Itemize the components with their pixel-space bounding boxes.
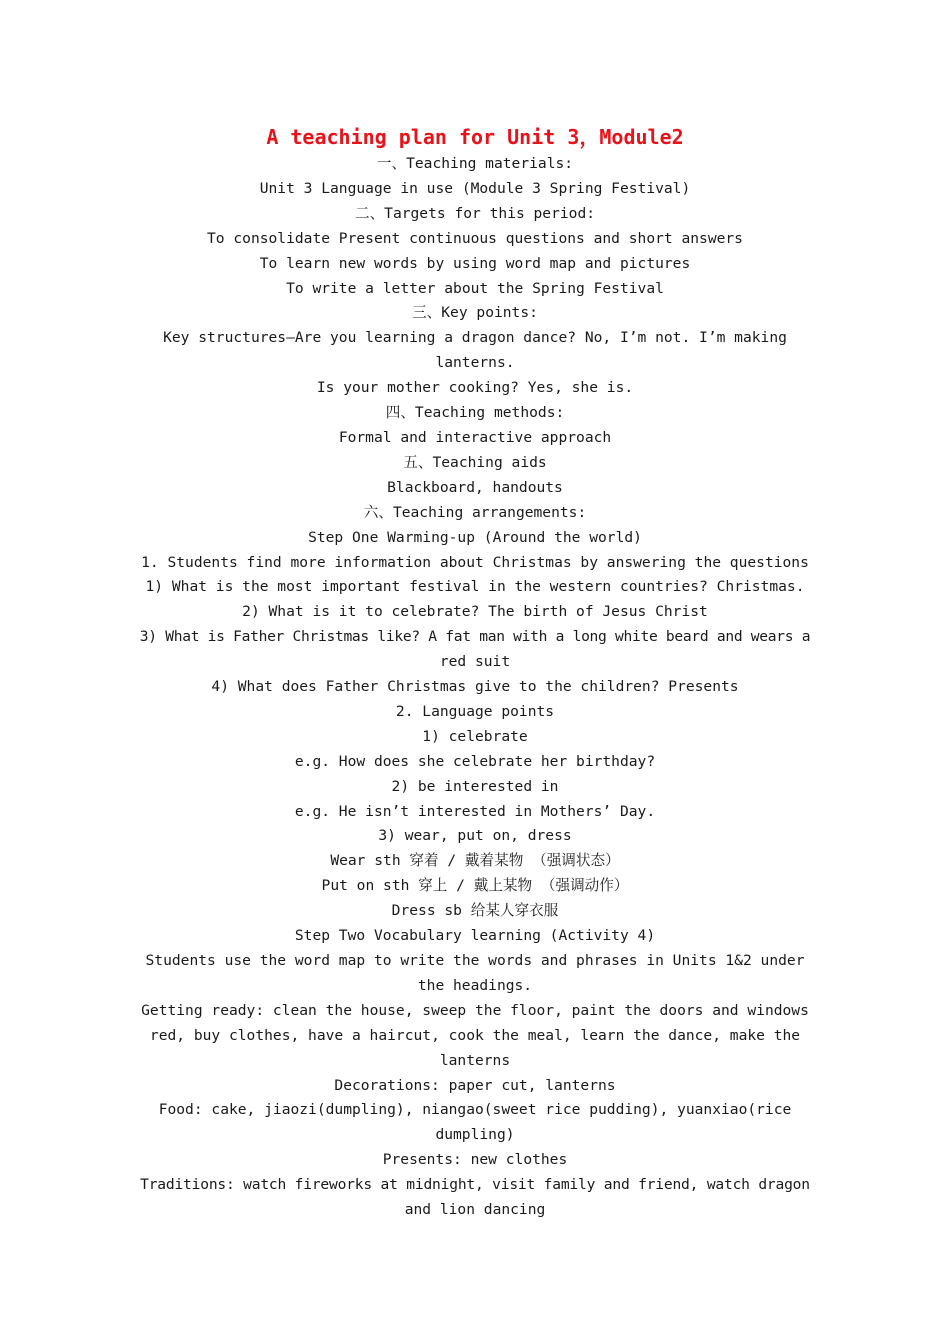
document-line: Dress sb 给某人穿衣服 (391, 902, 559, 920)
document-line: Is your mother cooking? Yes, she is. (316, 379, 634, 397)
document-page (138, 122, 812, 1223)
document-line: Put on sth 穿上 / 戴上某物 （强调动作） (321, 877, 629, 895)
document-line: 六、Teaching arrangements: (363, 503, 587, 521)
document-line: the headings. (417, 976, 533, 994)
document-line: Presents: new clothes (382, 1151, 568, 1169)
document-body (138, 152, 812, 1223)
document-line: Food: cake, jiaozi(dumpling), niangao(sweet rice pudding), yuanxiao(rice (158, 1101, 792, 1119)
document-line: Students use the word map to write the words and phrases in Units 1&2 under (145, 952, 805, 969)
document-line: 2) What is it to celebrate? The birth of Jesus Christ (242, 603, 708, 621)
document-line: Key structures—Are you learning a dragon dance? No, I’m not. I’m making (163, 329, 787, 347)
document-line: Getting ready: clean the house, sweep the floor, paint the doors and windows (141, 1001, 809, 1019)
document-line: e.g. How does she celebrate her birthday? (294, 752, 656, 770)
document-line: Step One Warming-up (Around the world) (308, 528, 642, 546)
document-line: 四、Teaching methods: (385, 404, 565, 422)
document-line: lanterns. (435, 354, 515, 372)
document-line: 1) celebrate (422, 727, 528, 745)
document-line: Step Two Vocabulary learning (Activity 4) (294, 927, 656, 945)
document-line: Wear sth 穿着 / 戴着某物 （强调状态） (330, 852, 620, 870)
document-line: e.g. He isn’t interested in Mothers’ Day. (294, 802, 656, 820)
document-line: 3) What is Father Christmas like? A fat man with a long white beard and wears a (139, 628, 811, 646)
document-line: 2. Language points (395, 702, 555, 720)
document-line: and lion dancing (404, 1201, 546, 1219)
document-line: 二、Targets for this period: (354, 204, 596, 222)
document-line: 1. Students find more information about Christmas by answering the questions (141, 553, 809, 571)
document-line: 五、Teaching aids (403, 453, 547, 471)
document-line: Traditions: watch fireworks at midnight, visit family and friend, watch dragon (140, 1176, 810, 1194)
document-line: red, buy clothes, have a haircut, cook the meal, learn the dance, make the (149, 1026, 801, 1044)
document-line: dumpling) (435, 1126, 515, 1144)
document-line: 3) wear, put on, dress (378, 827, 572, 845)
document-line: 4) What does Father Christmas give to the children? Presents (211, 678, 739, 696)
document-line: 一、Teaching materials: (376, 155, 574, 172)
document-line: Blackboard, handouts (387, 478, 563, 496)
document-line: To write a letter about the Spring Festival (286, 279, 664, 297)
document-line: 1) What is the most important festival in the western countries? Christmas. (145, 578, 805, 596)
document-line: 2) be interested in (391, 777, 559, 795)
document-title: A teaching plan for Unit 3，Module2 (266, 125, 684, 149)
document-line: To consolidate Present continuous questions and short answers (207, 229, 743, 247)
document-line: 三、Key points: (412, 304, 538, 322)
document-line: To learn new words by using word map and pictures (259, 254, 691, 272)
document-line: lanterns (439, 1051, 511, 1069)
document-line: Decorations: paper cut, lanterns (334, 1076, 616, 1094)
document-line: red suit (439, 653, 511, 671)
document-line: Unit 3 Language in use (Module 3 Spring Festival) (259, 179, 691, 197)
document-line: Formal and interactive approach (338, 428, 612, 446)
